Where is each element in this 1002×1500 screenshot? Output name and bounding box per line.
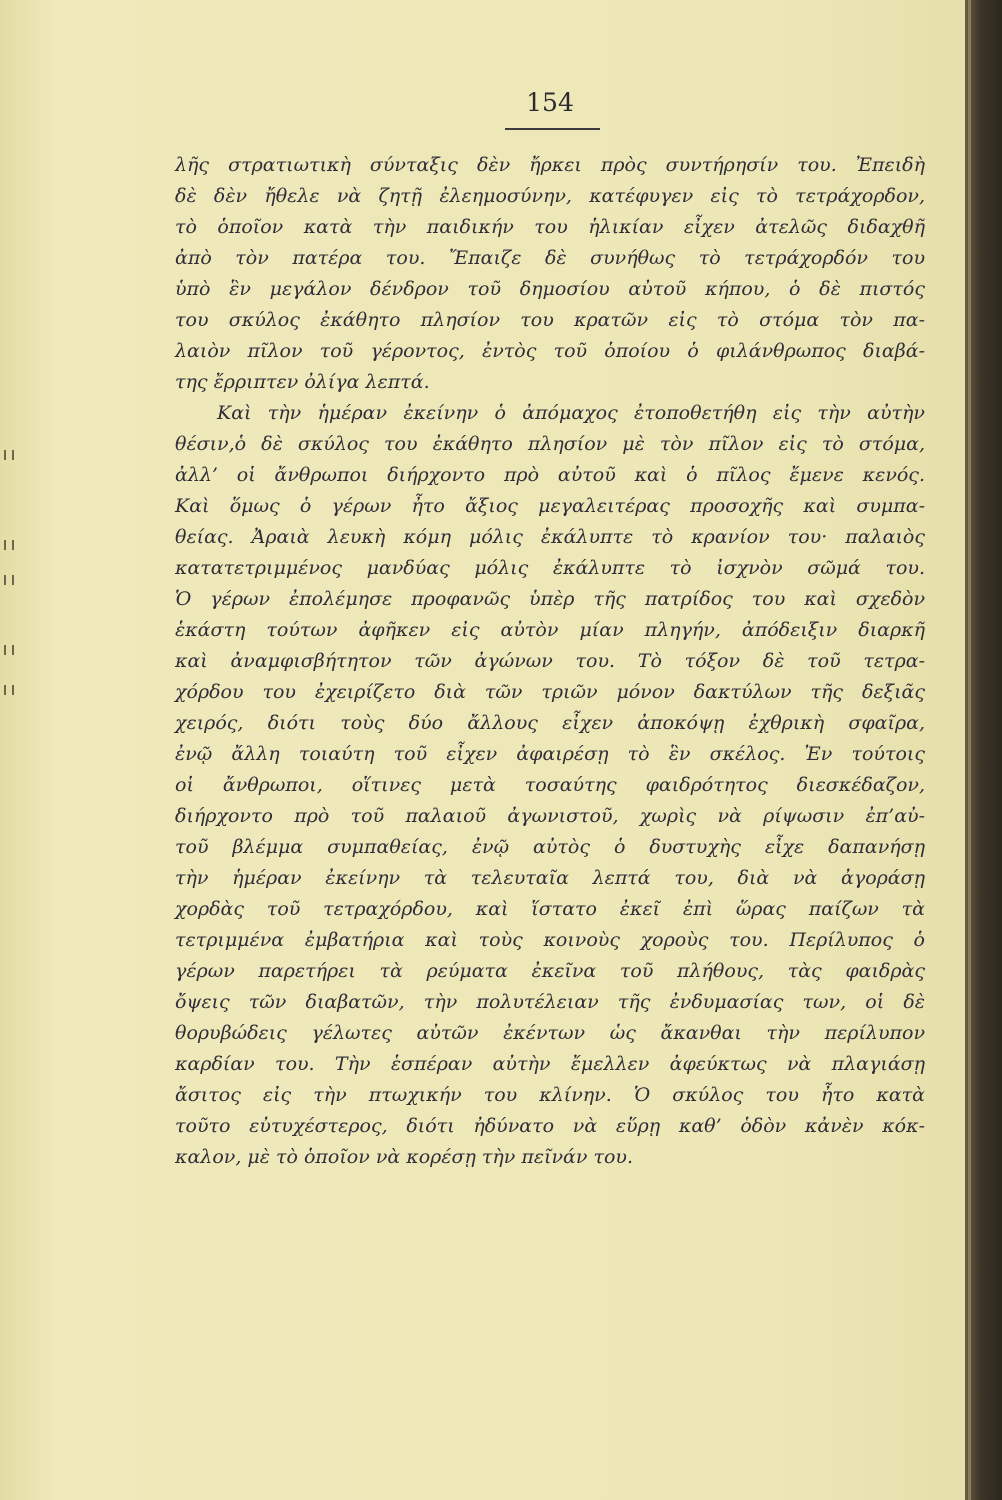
text-line: τὸ ὁποῖον κατὰ τὴν παιδικήν του ἡλικίαν εἶχεν ἀτελῶς διδαχθῆ: [175, 216, 925, 238]
text-line: διήρχοντο πρὸ τοῦ παλαιοῦ ἀγωνιστοῦ, χωρὶς νὰ ρίψωσιν ἐπ’αὐ-: [175, 805, 925, 827]
page-number-rule: [505, 128, 600, 130]
text-line: δὲ δὲν ἤθελε νὰ ζητῇ ἐλεημοσύνην, κατέφυγεν εἰς τὸ τετράχορδον,: [175, 185, 925, 207]
margin-marks: [0, 450, 14, 710]
text-line: κατατετριμμένος μανδύας μόλις ἐκάλυπτε τὸ ἰσχνὸν σῶμά του.: [175, 557, 925, 579]
text-line: της ἔρριπτεν ὀλίγα λεπτά.: [175, 371, 430, 393]
text-line: καρδίαν του. Τὴν ἑσπέραν αὐτὴν ἔμελλεν ἀφεύκτως νὰ πλαγιάσῃ: [175, 1053, 925, 1075]
text-line: ὑπὸ ἓν μεγάλον δένδρον τοῦ δημοσίου αὐτοῦ κήπου, ὁ δὲ πιστός: [175, 278, 925, 300]
text-line: λαιὸν πῖλον τοῦ γέροντος, ἐντὸς τοῦ ὁποίου ὁ φιλάνθρωπος διαβά-: [175, 340, 925, 362]
text-line: θείας. Ἀραιὰ λευκὴ κόμη μόλις ἐκάλυπτε τὸ κρανίον του· παλαιὸς: [175, 526, 925, 548]
text-line: ἄσιτος εἰς τὴν πτωχικήν του κλίνην. Ὁ σκύλος του ἦτο κατὰ: [175, 1084, 925, 1106]
text-line: του σκύλος ἐκάθητο πλησίον του κρατῶν εἰς τὸ στόμα τὸν πα-: [175, 309, 925, 331]
text-line: Ὁ γέρων ἐπολέμησε προφανῶς ὑπὲρ τῆς πατρίδος του καὶ σχεδὸν: [175, 588, 925, 610]
text-line: θέσιν,ὁ δὲ σκύλος του ἐκάθητο πλησίον μὲ τὸν πῖλον εἰς τὸ στόμα,: [175, 433, 925, 455]
text-line: οἱ ἄνθρωποι, οἵτινες μετὰ τοσαύτης φαιδρότητος διεσκέδαζον,: [175, 774, 925, 796]
body-text: [175, 150, 925, 1173]
text-line: καὶ ἀναμφισβήτητον τῶν ἀγώνων του. Τὸ τόξον δὲ τοῦ τετρα-: [175, 650, 925, 672]
text-line: γέρων παρετήρει τὰ ρεύματα ἐκεῖνα τοῦ πλήθους, τὰς φαιδρὰς: [175, 960, 925, 982]
text-line: χειρός, διότι τοὺς δύο ἄλλους εἶχεν ἀποκόψῃ ἐχθρικὴ σφαῖρα,: [175, 712, 925, 734]
text-line: ἐνῷ ἄλλη τοιαύτη τοῦ εἶχεν ἀφαιρέσῃ τὸ ἓν σκέλος. Ἐν τούτοις: [175, 743, 925, 765]
text-line: καλον, μὲ τὸ ὁποῖον νὰ κορέσῃ τὴν πεῖνάν του.: [175, 1146, 634, 1168]
text-line: θορυβώδεις γέλωτες αὐτῶν ἐκέντων ὡς ἄκανθαι τὴν περίλυπον: [175, 1022, 925, 1044]
text-line: Καὶ τὴν ἡμέραν ἐκείνην ὁ ἀπόμαχος ἐτοποθετήθη εἰς τὴν αὐτὴν: [217, 402, 925, 424]
page-edge-line: [968, 0, 971, 1500]
text-line: τοῦ βλέμμα συμπαθείας, ἐνῷ αὐτὸς ὁ δυστυχὴς εἶχε δαπανήσῃ: [175, 836, 925, 858]
text-line: τοῦτο εὐτυχέστερος, διότι ἠδύνατο νὰ εὕρῃ καθ’ ὁδὸν κἀνὲν κόκ-: [175, 1115, 925, 1137]
text-line: ὄψεις τῶν διαβατῶν, τὴν πολυτέλειαν τῆς ἐνδυμασίας των, οἱ δὲ: [175, 991, 925, 1013]
page-number: 154: [526, 88, 574, 117]
text-line: λῆς στρατιωτικὴ σύνταξις δὲν ἤρκει πρὸς συντήρησίν του. Ἐπειδὴ: [175, 154, 925, 176]
text-line: τετριμμένα ἐμβατήρια καὶ τοὺς κοινοὺς χοροὺς του. Περίλυπος ὁ: [175, 929, 925, 951]
text-line: τὴν ἡμέραν ἐκείνην τὰ τελευταῖα λεπτά του, διὰ νὰ ἀγοράσῃ: [175, 867, 925, 889]
text-line: χορδὰς τοῦ τετραχόρδου, καὶ ἵστατο ἐκεῖ ἐπὶ ὥρας παίζων τὰ: [175, 898, 925, 920]
text-line: ἀπὸ τὸν πατέρα του. Ἔπαιζε δὲ συνήθως τὸ τετράχορδόν του: [175, 247, 925, 269]
text-line: χόρδου του ἐχειρίζετο διὰ τῶν τριῶν μόνον δακτύλων τῆς δεξιᾶς: [175, 681, 925, 703]
text-line: Καὶ ὅμως ὁ γέρων ἦτο ἄξιος μεγαλειτέρας προσοχῆς καὶ συμπα-: [175, 495, 925, 517]
text-line: ἑκάστη τούτων ἀφῆκεν εἰς αὐτὸν μίαν πληγήν, ἀπόδειξιν διαρκῆ: [175, 619, 925, 641]
text-line: ἀλλ’ οἱ ἄνθρωποι διήρχοντο πρὸ αὐτοῦ καὶ ὁ πῖλος ἔμενε κενός.: [175, 464, 925, 486]
